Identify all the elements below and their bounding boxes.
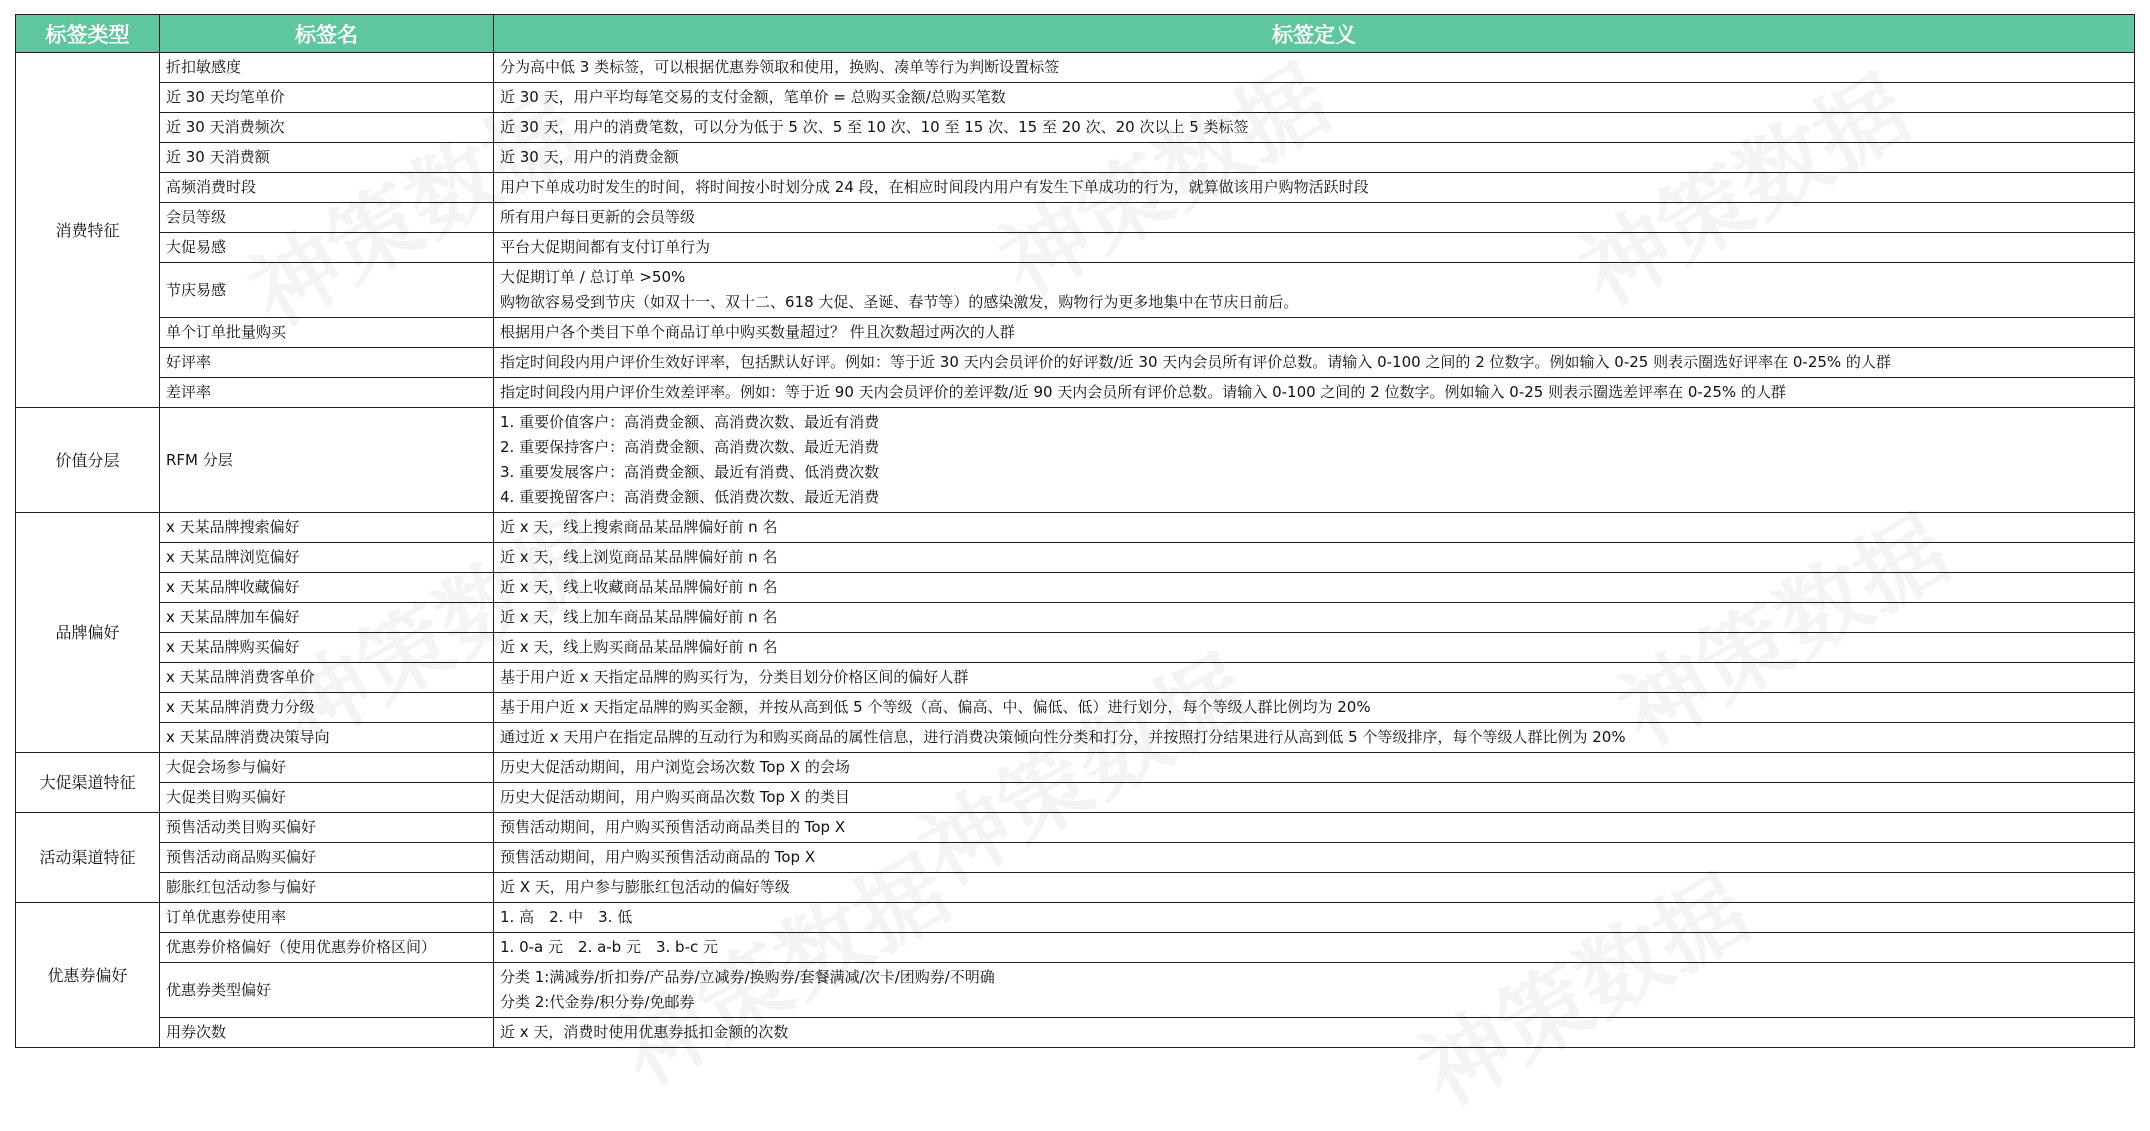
tag-name-cell: x 天某品牌购买偏好 [160,633,494,663]
tag-type-cell: 品牌偏好 [16,513,160,753]
tag-name-cell: x 天某品牌消费决策导向 [160,723,494,753]
table-row [16,378,2135,408]
tag-name-cell: 节庆易感 [160,263,494,318]
table-row [16,408,2135,513]
tag-name-cell: 大促易感 [160,233,494,263]
tag-definition-cell [494,348,2135,378]
tag-definition-cell [494,83,2135,113]
table-body [16,53,2135,1048]
tag-definition-table [15,14,2135,1048]
definition-line: 预售活动期间，用户购买预售活动商品的 Top X [500,848,816,866]
table-row [16,873,2135,903]
header-tag-definition: 标签定义 [494,15,2135,53]
definition-line: 近 x 天，线上浏览商品某品牌偏好前 n 名 [500,548,778,566]
tag-name-cell: 高频消费时段 [160,173,494,203]
table-row [16,173,2135,203]
table-row [16,543,2135,573]
definition-line: 分类 2:代金券/积分券/免邮券 [500,993,695,1011]
tag-name-cell: 优惠券价格偏好（使用优惠券价格区间） [160,933,494,963]
tag-name-cell: 用券次数 [160,1018,494,1048]
table-row [16,723,2135,753]
tag-definition-cell [494,233,2135,263]
tag-name-cell: 订单优惠券使用率 [160,903,494,933]
tag-name-cell: x 天某品牌消费力分级 [160,693,494,723]
tag-name-cell: 优惠券类型偏好 [160,963,494,1018]
tag-definition-cell [494,753,2135,783]
tag-definition-cell [494,318,2135,348]
tag-definition-cell [494,603,2135,633]
definition-line: 大促期订单 / 总订单 >50% [500,268,686,286]
definition-line: 3. 重要发展客户：高消费金额、最近有消费、低消费次数 [500,463,880,481]
table-row [16,633,2135,663]
tag-definition-cell [494,963,2135,1018]
table-row [16,693,2135,723]
table-row [16,573,2135,603]
definition-line: 分为高中低 3 类标签，可以根据优惠券领取和使用，换购、凑单等行为判断设置标签 [500,58,1060,76]
tag-name-cell: 会员等级 [160,203,494,233]
tag-name-cell: x 天某品牌搜索偏好 [160,513,494,543]
table-row [16,233,2135,263]
tag-name-cell: x 天某品牌收藏偏好 [160,573,494,603]
table-row [16,663,2135,693]
tag-name-cell: x 天某品牌加车偏好 [160,603,494,633]
definition-line: 近 x 天，线上收藏商品某品牌偏好前 n 名 [500,578,778,596]
tag-definition-cell [494,378,2135,408]
tag-definition-cell [494,933,2135,963]
definition-line: 分类 1:满减券/折扣券/产品券/立减券/换购券/套餐满减/次卡/团购券/不明确 [500,968,995,986]
table-row [16,1018,2135,1048]
tag-name-cell: 近 30 天均笔单价 [160,83,494,113]
tag-type-cell: 价值分层 [16,408,160,513]
definition-line: 1. 高 2. 中 3. 低 [500,908,633,926]
tag-name-cell: 折扣敏感度 [160,53,494,83]
tag-name-cell: x 天某品牌浏览偏好 [160,543,494,573]
tag-definition-cell [494,903,2135,933]
definition-line: 平台大促期间都有支付订单行为 [500,238,711,256]
definition-line: 近 30 天，用户的消费笔数，可以分为低于 5 次、5 至 10 次、10 至 15 次、15 至 20 次、20 次以上 5 类标签 [500,118,1249,136]
tag-definition-cell [494,813,2135,843]
tag-definition-cell [494,113,2135,143]
header-row [16,15,2135,53]
definition-line: 用户下单成功时发生的时间，将时间按小时划分成 24 段，在相应时间段内用户有发生下单成功的行为，就算做该用户购物活跃时段 [500,178,1369,196]
tag-definition-cell [494,633,2135,663]
definition-line: 4. 重要挽留客户：高消费金额、低消费次数、最近无消费 [500,488,880,506]
definition-line: 1. 重要价值客户：高消费金额、高消费次数、最近有消费 [500,413,880,431]
table-row [16,903,2135,933]
definition-line: 近 X 天，用户参与膨胀红包活动的偏好等级 [500,878,790,896]
definition-line: 1. 0-a 元 2. a-b 元 3. b-c 元 [500,938,718,956]
header-tag-name: 标签名 [160,15,494,53]
table-row [16,83,2135,113]
tag-definition-cell [494,1018,2135,1048]
tag-name-cell: 近 30 天消费频次 [160,113,494,143]
tag-definition-cell [494,203,2135,233]
table-row [16,348,2135,378]
tag-definition-cell [494,783,2135,813]
tag-type-cell: 活动渠道特征 [16,813,160,903]
definition-line: 2. 重要保持客户：高消费金额、高消费次数、最近无消费 [500,438,880,456]
table-row [16,783,2135,813]
tag-definition-cell [494,843,2135,873]
definition-line: 近 x 天，线上购买商品某品牌偏好前 n 名 [500,638,778,656]
definition-line: 购物欲容易受到节庆（如双十一、双十二、618 大促、圣诞、春节等）的感染激发，购物行为更多地集中在节庆日前后。 [500,293,1299,311]
definition-line: 基于用户近 x 天指定品牌的购买金额，并按从高到低 5 个等级（高、偏高、中、偏低、低）进行划分，每个等级人群比例均为 20% [500,698,1371,716]
tag-definition-cell [494,173,2135,203]
definition-line: 预售活动期间，用户购买预售活动商品类目的 Top X [500,818,846,836]
tag-definition-cell [494,693,2135,723]
table-row [16,963,2135,1018]
definition-line: 近 x 天，线上加车商品某品牌偏好前 n 名 [500,608,778,626]
tag-name-cell: 近 30 天消费额 [160,143,494,173]
definition-line: 基于用户近 x 天指定品牌的购买行为，分类目划分价格区间的偏好人群 [500,668,969,686]
table-row [16,318,2135,348]
table-row [16,933,2135,963]
table-row [16,813,2135,843]
definition-line: 指定时间段内用户评价生效好评率，包括默认好评。例如：等于近 30 天内会员评价的好评数/近 30 天内会员所有评价总数。请输入 0-100 之间的 2 位数字。例如输入 0-25 则表示圈选好评率在 0-25% 的人群 [500,353,1891,371]
tag-name-cell: 大促会场参与偏好 [160,753,494,783]
tag-definition-cell [494,543,2135,573]
tag-definition-cell [494,723,2135,753]
definition-line: 历史大促活动期间，用户购买商品次数 Top X 的类目 [500,788,850,806]
definition-line: 近 30 天，用户平均每笔交易的支付金额，笔单价 = 总购买金额/总购买笔数 [500,88,1006,106]
table-row [16,143,2135,173]
definition-line: 指定时间段内用户评价生效差评率。例如：等于近 90 天内会员评价的差评数/近 90 天内会员所有评价总数。请输入 0-100 之间的 2 位数字。例如输入 0-25 则表示圈选差评率在 0-25% 的人群 [500,383,1786,401]
tag-name-cell: 大促类目购买偏好 [160,783,494,813]
table-row [16,263,2135,318]
tag-name-cell: 差评率 [160,378,494,408]
tag-name-cell: 单个订单批量购买 [160,318,494,348]
tag-definition-cell [494,573,2135,603]
definition-line: 历史大促活动期间，用户浏览会场次数 Top X 的会场 [500,758,850,776]
table-row [16,113,2135,143]
tag-name-cell: 预售活动类目购买偏好 [160,813,494,843]
definition-line: 通过近 x 天用户在指定品牌的互动行为和购买商品的属性信息，进行消费决策倾向性分类和打分，并按照打分结果进行从高到低 5 个等级排序，每个等级人群比例为 20% [500,728,1626,746]
tag-name-cell: 预售活动商品购买偏好 [160,843,494,873]
tag-name-cell: x 天某品牌消费客单价 [160,663,494,693]
definition-line: 近 x 天，线上搜索商品某品牌偏好前 n 名 [500,518,778,536]
tag-definition-cell [494,263,2135,318]
table-row [16,603,2135,633]
definition-line: 根据用户各个类目下单个商品订单中购买数量超过？ 件且次数超过两次的人群 [500,323,1015,341]
tag-definition-cell [494,873,2135,903]
table-row [16,203,2135,233]
definition-line: 近 x 天，消费时使用优惠券抵扣金额的次数 [500,1023,789,1041]
table-row [16,513,2135,543]
tag-name-cell: 膨胀红包活动参与偏好 [160,873,494,903]
table-row [16,843,2135,873]
tag-definition-cell [494,143,2135,173]
table-row [16,753,2135,783]
header-tag-type: 标签类型 [16,15,160,53]
definition-line: 所有用户每日更新的会员等级 [500,208,696,226]
tag-definition-cell [494,408,2135,513]
tag-name-cell: 好评率 [160,348,494,378]
tag-definition-cell [494,513,2135,543]
tag-definition-cell [494,53,2135,83]
tag-type-cell: 消费特征 [16,53,160,408]
tag-type-cell: 大促渠道特征 [16,753,160,813]
table-row [16,53,2135,83]
tag-type-cell: 优惠券偏好 [16,903,160,1048]
definition-line: 近 30 天，用户的消费金额 [500,148,679,166]
tag-name-cell: RFM 分层 [160,408,494,513]
tag-definition-cell [494,663,2135,693]
